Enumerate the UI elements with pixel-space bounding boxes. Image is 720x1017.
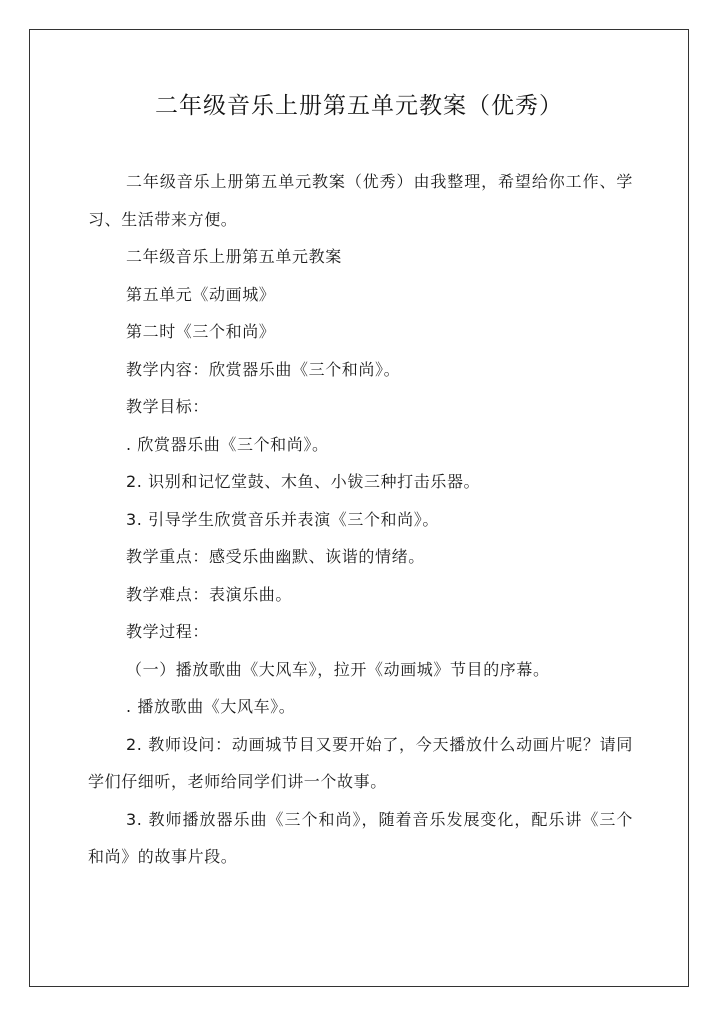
paragraph-step-1-1: . 播放歌曲《大风车》。 — [126, 697, 296, 716]
paragraph-lesson: 第二时《三个和尚》 — [126, 322, 276, 341]
paragraph-difficulty: 教学难点：表演乐曲。 — [126, 584, 293, 604]
paragraph-step-1: （一）播放歌曲《大风车》，拉开《动画城》节目的序幕。 — [126, 659, 550, 679]
paragraph-goal-3: 3. 引导学生欣赏音乐并表演《三个和尚》。 — [126, 509, 439, 529]
document-title: 二年级音乐上册第五单元教案（优秀） — [155, 93, 563, 119]
paragraph-subtitle: 二年级音乐上册第五单元教案 — [126, 247, 342, 266]
document-body — [88, 163, 633, 876]
paragraph-content: 教学内容：欣赏器乐曲《三个和尚》。 — [126, 359, 401, 379]
paragraph-goal-2: 2. 识别和记忆堂鼓、木鱼、小钹三种打击乐器。 — [126, 472, 481, 491]
paragraph-intro: 二年级音乐上册第五单元教案（优秀）由我整理，希望给你工作、学习、生活带来方便。 — [88, 172, 633, 229]
paragraph-unit: 第五单元《动画城》 — [126, 284, 276, 304]
paragraph-step-1-2: 2. 教师设问：动画城节目又要开始了，今天播放什么动画片呢？请同学们仔细听，老师给同学们讲一个故事。 — [88, 734, 633, 791]
paragraph-step-1-3: 3. 教师播放器乐曲《三个和尚》，随着音乐发展变化，配乐讲《三个和尚》的故事片段。 — [88, 809, 633, 866]
paragraph-key-point: 教学重点：感受乐曲幽默、诙谐的情绪。 — [126, 547, 425, 566]
paragraph-process-heading: 教学过程： — [126, 622, 210, 641]
paragraph-goals-heading: 教学目标： — [126, 397, 210, 416]
paragraph-goal-1: . 欣赏器乐曲《三个和尚》。 — [126, 434, 329, 454]
